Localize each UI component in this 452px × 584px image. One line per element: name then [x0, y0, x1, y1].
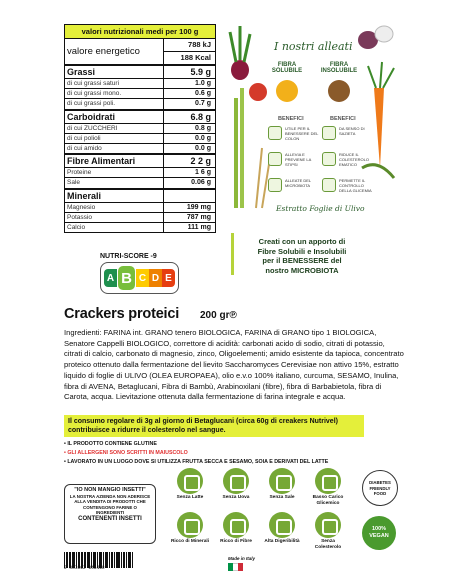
benefit-stipsi: ALLEVIA E PREVIENE LA STIPSI: [285, 152, 312, 167]
grain-icon: [328, 80, 350, 102]
milk-icon: [177, 468, 203, 494]
allergen-warnings: [64, 440, 404, 467]
nutriscore-label: NUTRI-SCORE -9: [100, 253, 157, 260]
nutriscore-b: B: [117, 265, 136, 291]
nutrition-row-label: di cui amido: [67, 145, 102, 153]
nutrition-row-value: 111 mg: [163, 223, 215, 232]
barcode: [64, 548, 134, 568]
diabetes-friendly-badge: DIABETES FRIENDLY FOOD: [362, 470, 398, 506]
badge-digestible: Alta Digeribilità: [262, 512, 302, 545]
satiety-icon: [322, 126, 336, 140]
no-insects-line-4: INGREDIENTI: [95, 510, 125, 516]
nutrition-row-value: 0.8 g: [163, 124, 215, 133]
olive-extract-label: Estratto Foglie di Ulivo: [276, 204, 365, 213]
insoluble-fiber-label: FIBRA INSOLUBILE: [320, 62, 358, 74]
no-insects-title: "IO NON MANGIO INSETTI": [74, 487, 146, 493]
no-insects-line-3: CONTENGONO FARINE O: [83, 504, 137, 510]
energy-kcal: 188 Kcal: [180, 53, 211, 62]
energy-row: [65, 39, 215, 65]
nutrition-row-label: Minerali: [67, 190, 102, 201]
digestion-icon: [269, 512, 295, 538]
badge-minerals: Ricco di Minerali: [170, 512, 210, 545]
energy-kj: 788 kJ: [164, 39, 215, 52]
benefit-glicemia: PERMETTE IL CONTROLLO DELLA GLICEMIA: [339, 178, 372, 193]
badge-no-salt: Senza Sale: [262, 468, 302, 501]
nutrition-row-value: 0.0 g: [163, 134, 215, 143]
no-insects-line-1: LA NOSTRA AZIENDA NON ADERISCE: [69, 493, 151, 499]
nutrition-row: [65, 144, 215, 154]
nutrition-row-value: 6.8 g: [163, 111, 215, 123]
nutrition-row-value: 1.0 g: [163, 79, 215, 88]
glicemia-icon: [322, 178, 336, 192]
nutrition-row-label: di cui grassi poli.: [67, 100, 116, 108]
nutrition-row-value: 0.6 g: [163, 89, 215, 98]
betaglucan-claim: Il consumo regolare di 3g al giorno di Betaglucani (circa 60g di creakers Nutrivel) contribuisce a ridurre il colesterolo nel sangue.: [64, 415, 364, 437]
nutrition-row: [65, 168, 215, 178]
minerals-icon: [177, 512, 203, 538]
nutrition-row-label: di cui grassi saturi: [67, 80, 120, 87]
nutrition-row-label: di cui ZUCCHERI: [67, 124, 118, 132]
energy-label: valore energetico: [67, 46, 140, 57]
nutrition-row-value: 0.7 g: [163, 99, 215, 108]
nutrition-row-label: Potassio: [67, 213, 92, 221]
benefit-cholesterol: RIDUCE IL COLESTEROLO EMATICO: [339, 152, 370, 167]
nutrition-row-value: [163, 190, 215, 202]
nutrition-row: [65, 110, 215, 124]
nutrition-row-value: 199 mg: [163, 203, 215, 212]
badge-fiber: Ricco di Fibre: [216, 512, 256, 545]
benefit-right: BENEFICI: [330, 116, 356, 122]
fiber-callout: [237, 237, 367, 275]
nutrition-row-label: Calcio: [67, 224, 86, 232]
fiber-infographic: [228, 18, 400, 214]
no-insects-strong: CONTENENTI INSETTI: [78, 515, 142, 522]
italy-flag-icon: [228, 563, 243, 571]
callout-line-1: Creati con un apporto di: [258, 237, 346, 246]
nutrition-row-value: 787 mg: [163, 213, 215, 222]
glycemic-icon: [315, 468, 341, 494]
nutrition-row: [65, 189, 215, 203]
benefit-left: BENEFICI: [278, 116, 304, 122]
fiber-icon: [223, 512, 249, 538]
nutrition-row-value: 0.06 g: [163, 178, 215, 187]
made-in-italy: Made in Italy: [228, 556, 256, 561]
warning-gluten: • IL PRODOTTO CONTIENE GLUTINE: [64, 441, 157, 447]
nutriscore-c: C: [136, 269, 149, 287]
infographic-title: I nostri alleati: [274, 40, 353, 53]
nutriscore-d: D: [149, 269, 162, 287]
nutrition-header: valori nutrizionali medi per 100 g: [65, 25, 215, 39]
vegan-badge: [362, 516, 396, 550]
soluble-fiber-label: FIBRA SOLUBILE: [271, 62, 303, 74]
nutrition-row: [65, 89, 215, 99]
nutrition-row-label: Grassi: [67, 67, 96, 77]
benefit-microbiota: ALLEATE DEL MICROBIOTA: [285, 178, 312, 188]
badge-no-milk: Senza Latte: [170, 468, 210, 501]
egg-icon: [223, 468, 249, 494]
nutrition-row-label: Carboidrati: [67, 111, 116, 122]
nutrition-row: [65, 79, 215, 89]
benefit-satiety: DA SENSO DI SAZIETA: [339, 126, 365, 136]
benefit-colon: UTILE PER IL BENESSERE DEL COLON: [285, 126, 319, 141]
product-title: Crackers proteici: [64, 306, 180, 322]
no-insects-line-2: ALLA VENDITA DI PRODOTTI CHE: [74, 499, 146, 505]
callout-line-2: Fibre Solubili e Insolubili: [257, 246, 347, 256]
nutrition-row: [65, 99, 215, 109]
nutrition-row-value: 1 6 g: [163, 168, 215, 177]
salt-icon: [269, 468, 295, 494]
ingredients-text: Ingredienti: FARINA int. GRANO tenero BIOLOGICA, FARINA di GRANO tipo 1 BIOLOGICA, Senatore Cappelli BIOLOGICO, correttore di acidità: carbonati acido di sodio, citrati di potassio, citrati di calcio, carbonato di magnesio, zinco, Oligoelementi; amido esistente da tapioca, concentrato proteico ottenuto dalla fermentazione del lievito Saccharomyces Cerevisiae non attivo 15%, estratto liquido di foglie di ULIVO (OLEA EUROPAEA), olio e.v.o 100% italiano, curcuma, SESAMO, Inulina, fibra di AVENA, Betaglucani, Fibra di Bambù, Arabinoxilani (fibre), fibra di Barbabietola, fibra di Carota, acqua. Lievitazione ottenuta dalla fermentazione di farina integrale e acqua.: [64, 328, 404, 402]
vegan-pct: 100%: [371, 526, 387, 532]
warning-allergens: • GLI ALLERGENI SONO SCRITTI IN MAIUSCOLO: [64, 450, 188, 456]
nutrition-row: [65, 178, 215, 188]
nutrition-row-value: 5.9 g: [163, 66, 215, 78]
nutrition-row: [65, 124, 215, 134]
nutrition-row-label: di cui grassi mono.: [67, 90, 122, 98]
vegan-label: VEGAN: [369, 532, 389, 539]
stipsi-icon: [268, 152, 282, 166]
nutrition-row: [65, 203, 215, 213]
badge-no-cholesterol: Senza Colesterolo: [308, 512, 348, 550]
nutrition-row: [65, 154, 215, 168]
nutrition-row: [65, 134, 215, 144]
nutriscore-a: A: [104, 269, 117, 287]
nutrition-row-label: Proteine: [67, 169, 92, 177]
nutrition-row-label: di cui polioli: [67, 134, 101, 142]
warning-facility: • LAVORATO IN UN LUOGO DOVE SI UTILIZZA FRUTTA SECCA E SESAMO, SOIA E DERIVATI DEL LATTE: [64, 459, 329, 465]
nutrition-row: [65, 213, 215, 223]
barcode-number: 2 383802 046408: [64, 566, 105, 571]
nutrition-row-value: 0.0 g: [163, 144, 215, 153]
nutrition-row: [65, 223, 215, 232]
nutrition-row-label: Magnesio: [67, 203, 96, 211]
microbiota-icon: [268, 178, 282, 192]
badge-no-eggs: Senza Uova: [216, 468, 256, 501]
nutrition-table: [64, 24, 216, 233]
no-insects-box: [64, 484, 156, 544]
citrus-icon: [276, 80, 298, 102]
badge-low-glycemic: Basso Carico Glicemico: [308, 468, 348, 506]
nutrition-row-label: Sale: [67, 179, 81, 187]
nutrition-row-label: Fibre Alimentari: [67, 156, 136, 167]
product-weight: 200 gr℗: [200, 310, 237, 321]
nutriscore-e: E: [162, 269, 175, 287]
callout-line-4: nostro MICROBIOTA: [265, 265, 339, 275]
callout-line-3: per il BENESSERE del: [262, 256, 342, 265]
nutrition-row: [65, 65, 215, 79]
heart-icon: [315, 512, 341, 538]
colon-icon: [268, 126, 282, 140]
nutriscore-badge: [100, 262, 179, 294]
nutrition-row-value: 2 2 g: [163, 155, 215, 167]
cholesterol-icon: [322, 152, 336, 166]
